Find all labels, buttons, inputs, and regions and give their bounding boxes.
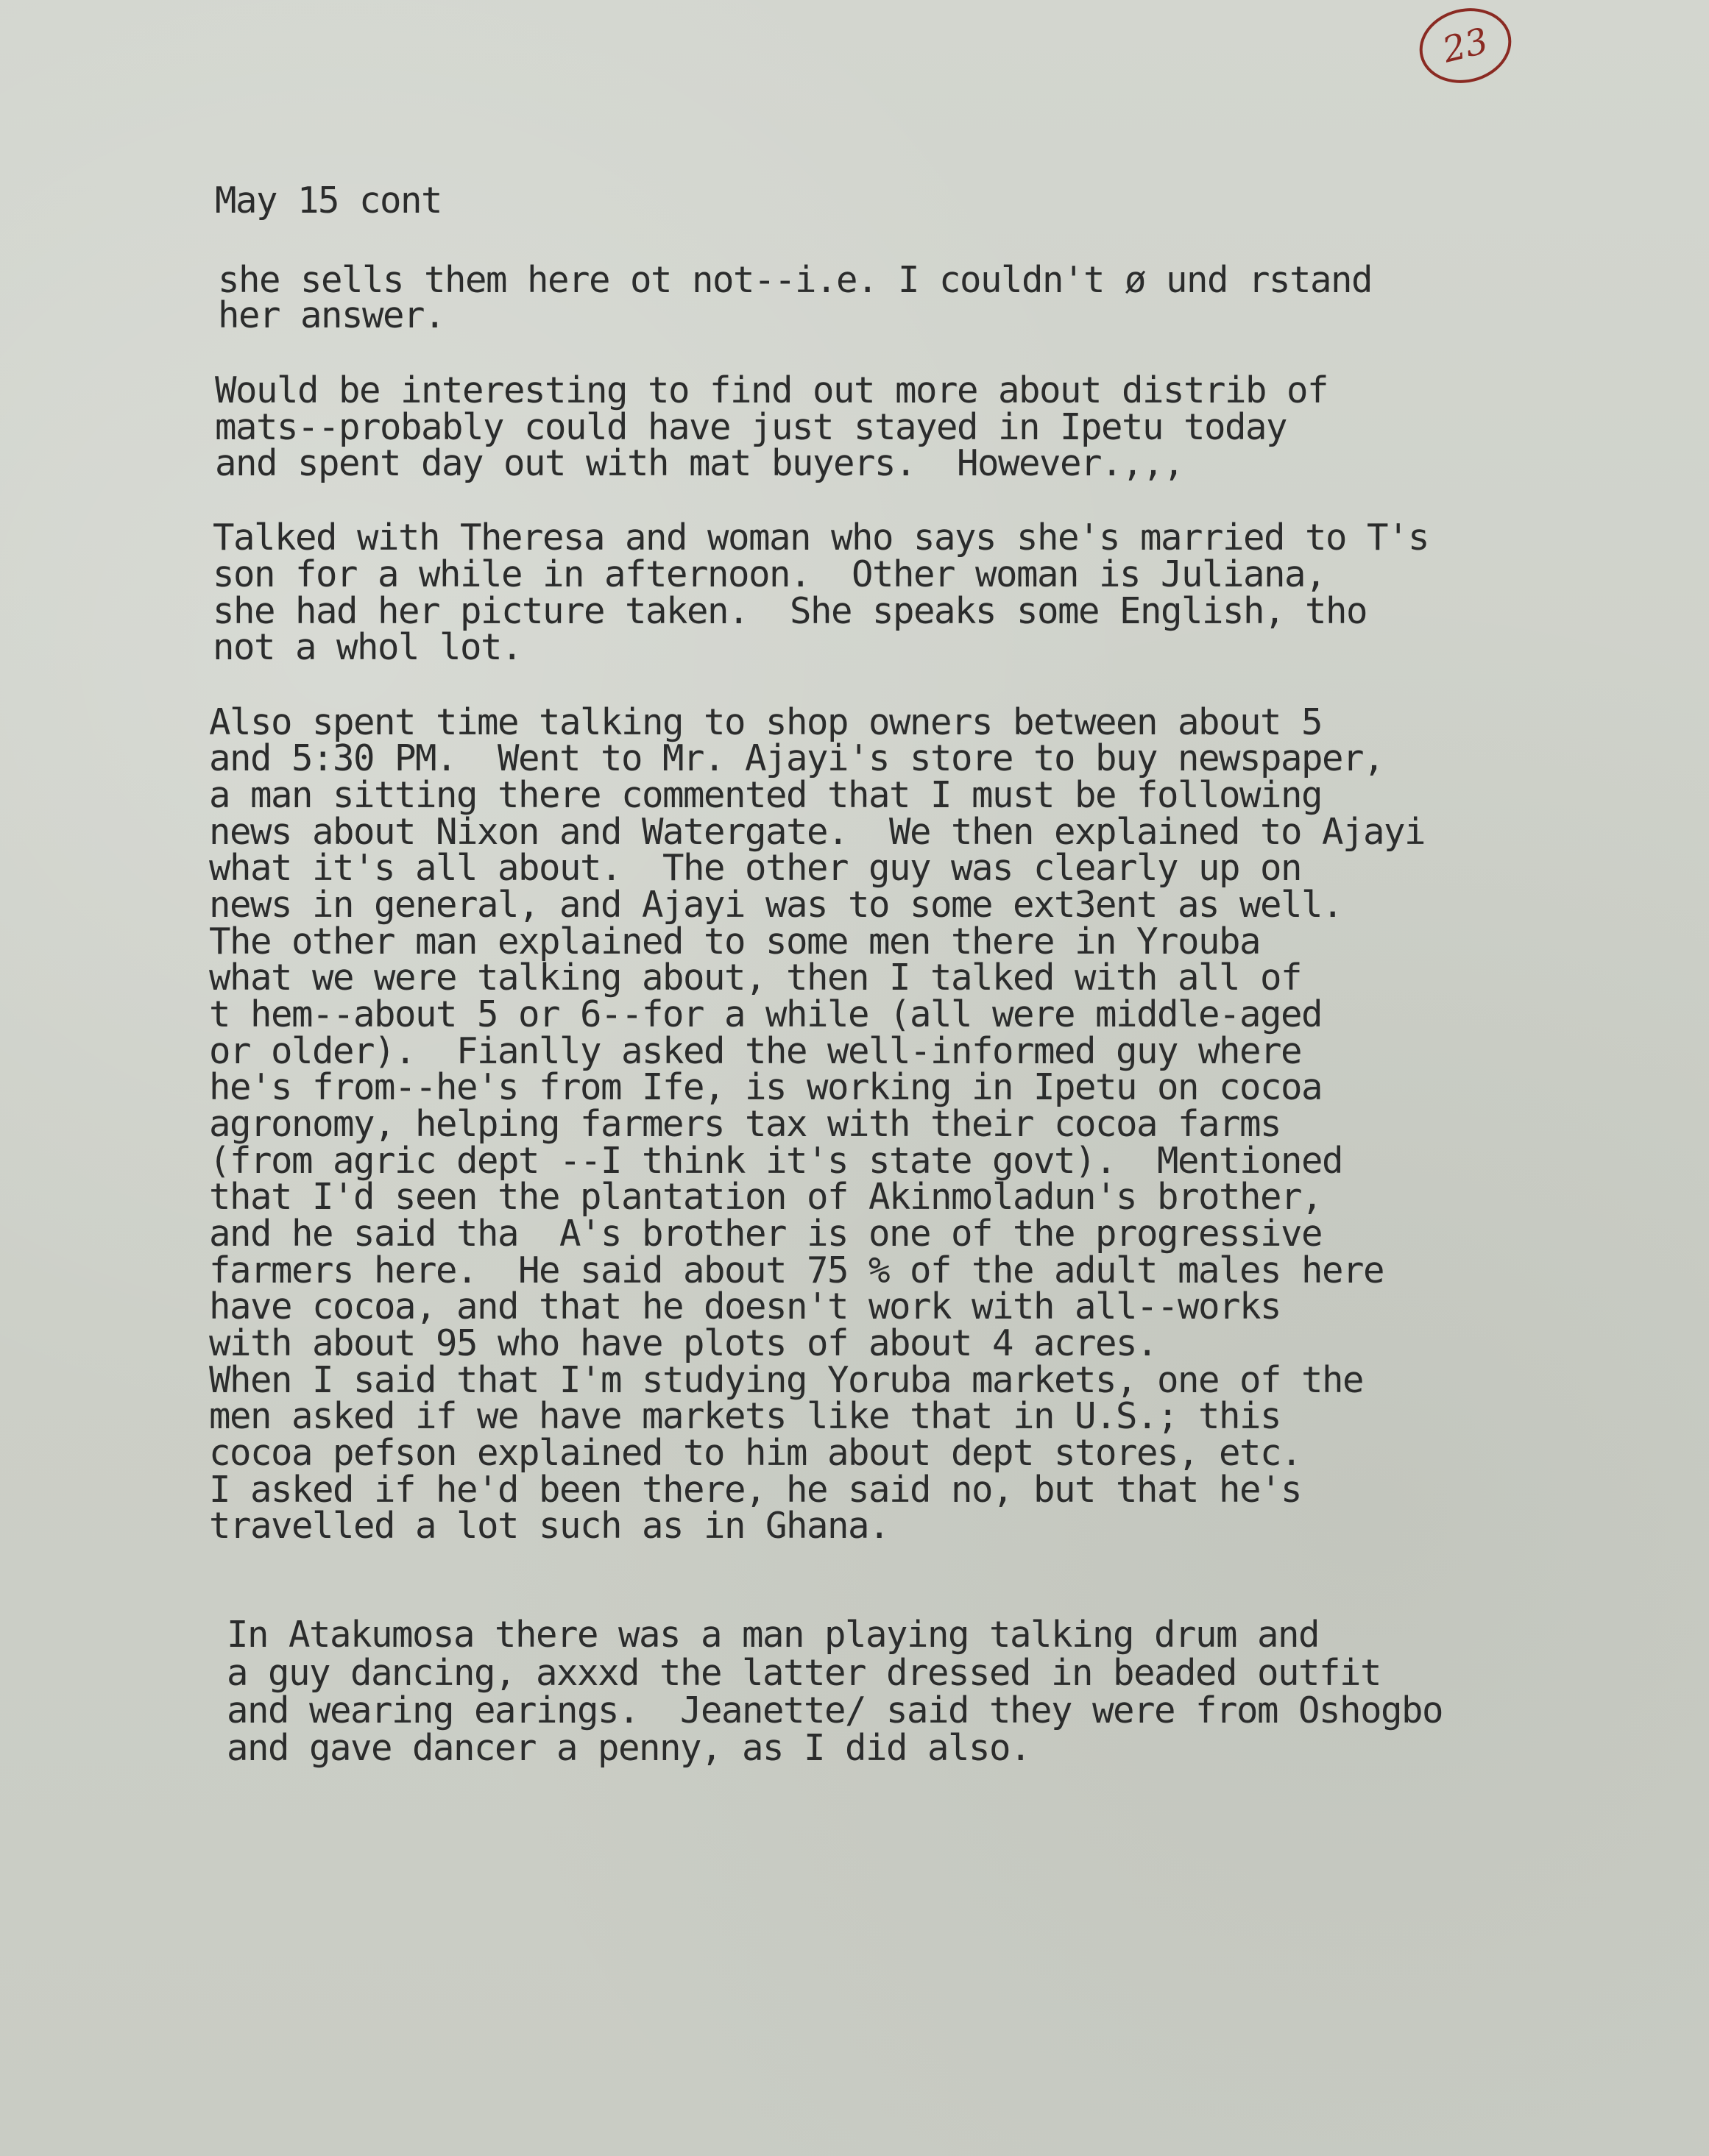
- paragraph-4-line-14: that I'd seen the plantation of Akinmoladun's brother,: [209, 1176, 1323, 1218]
- paragraph-4-line-15: and he said tha A's brother is one of the progressive: [209, 1213, 1323, 1255]
- paragraph-4-line-13: (from agric dept --I think it's state govt). Mentioned: [209, 1140, 1343, 1182]
- paragraph-3-line-4: not a whol lot.: [213, 626, 523, 668]
- paragraph-4-line-22: I asked if he'd been there, he said no, but that he's: [209, 1469, 1302, 1511]
- paragraph-4-line-23: travelled a lot such as in Ghana.: [209, 1505, 890, 1547]
- paragraph-4-line-19: When I said that I'm studying Yoruba markets, one of the: [209, 1359, 1364, 1401]
- paragraph-4-line-8: what we were talking about, then I talked with all of: [209, 957, 1302, 999]
- paragraph-5-line-1: In Atakumosa there was a man playing talking drum and: [227, 1614, 1320, 1656]
- paragraph-4-line-20: men asked if we have markets like that in U.S.; this: [209, 1395, 1281, 1437]
- paragraph-4-line-6: news in general, and Ajayi was to some ext3ent as well.: [209, 884, 1343, 926]
- paragraph-4-line-16: farmers here. He said about 75 % of the adult males here: [209, 1249, 1384, 1291]
- paragraph-4-line-7: The other man explained to some men there in Yrouba: [209, 921, 1261, 962]
- paragraph-3-line-1: Talked with Theresa and woman who says she's married to T's: [213, 517, 1429, 558]
- paragraph-4-line-21: cocoa pefson explained to him about dept stores, etc.: [209, 1432, 1302, 1474]
- paragraph-3-line-2: son for a while in afternoon. Other woman is Juliana,: [213, 553, 1326, 595]
- paragraph-5-line-3: and wearing earings. Jeanette/ said they were from Oshogbo: [227, 1689, 1443, 1731]
- paragraph-4-line-2: and 5:30 PM. Went to Mr. Ajayi's store to buy newspaper,: [209, 737, 1384, 779]
- paragraph-5-line-2: a guy dancing, axxxd the latter dressed in beaded outfit: [227, 1652, 1381, 1694]
- paragraph-1-line-2: her answer.: [218, 294, 445, 336]
- date-heading: May 15 cont: [215, 180, 442, 221]
- paragraph-2-line-3: and spent day out with mat buyers. However.,,,: [215, 442, 1184, 484]
- circled-page-number: 23: [1412, 0, 1519, 93]
- paragraph-4-line-12: agronomy, helping farmers tax with their cocoa farms: [209, 1103, 1281, 1145]
- paragraph-4-line-3: a man sitting there commented that I must be following: [209, 774, 1323, 816]
- paragraph-4-line-1: Also spent time talking to shop owners between about 5: [209, 701, 1323, 743]
- paragraph-5-line-4: and gave dancer a penny, as I did also.: [227, 1727, 1031, 1769]
- paragraph-4-line-18: with about 95 who have plots of about 4 acres.: [209, 1322, 1158, 1364]
- paragraph-2-line-2: mats--probably could have just stayed in Ipetu today: [215, 406, 1287, 448]
- paragraph-3-line-3: she had her picture taken. She speaks some English, tho: [213, 590, 1367, 632]
- paragraph-4-line-5: what it's all about. The other guy was clearly up on: [209, 847, 1302, 889]
- paragraph-2-line-1: Would be interesting to find out more about distrib of: [215, 369, 1328, 411]
- paragraph-1-line-1: she sells them here ot not--i.e. I couldn't ø und rstand: [218, 259, 1373, 301]
- paragraph-4-line-11: he's from--he's from Ife, is working in Ipetu on cocoa: [209, 1066, 1323, 1108]
- paragraph-4-line-9: t hem--about 5 or 6--for a while (all were middle-aged: [209, 993, 1323, 1035]
- paragraph-4-line-4: news about Nixon and Watergate. We then explained to Ajayi: [209, 811, 1426, 853]
- paragraph-4-line-10: or older). Fianlly asked the well-informed guy where: [209, 1030, 1302, 1072]
- paragraph-4-line-17: have cocoa, and that he doesn't work with all--works: [209, 1286, 1281, 1327]
